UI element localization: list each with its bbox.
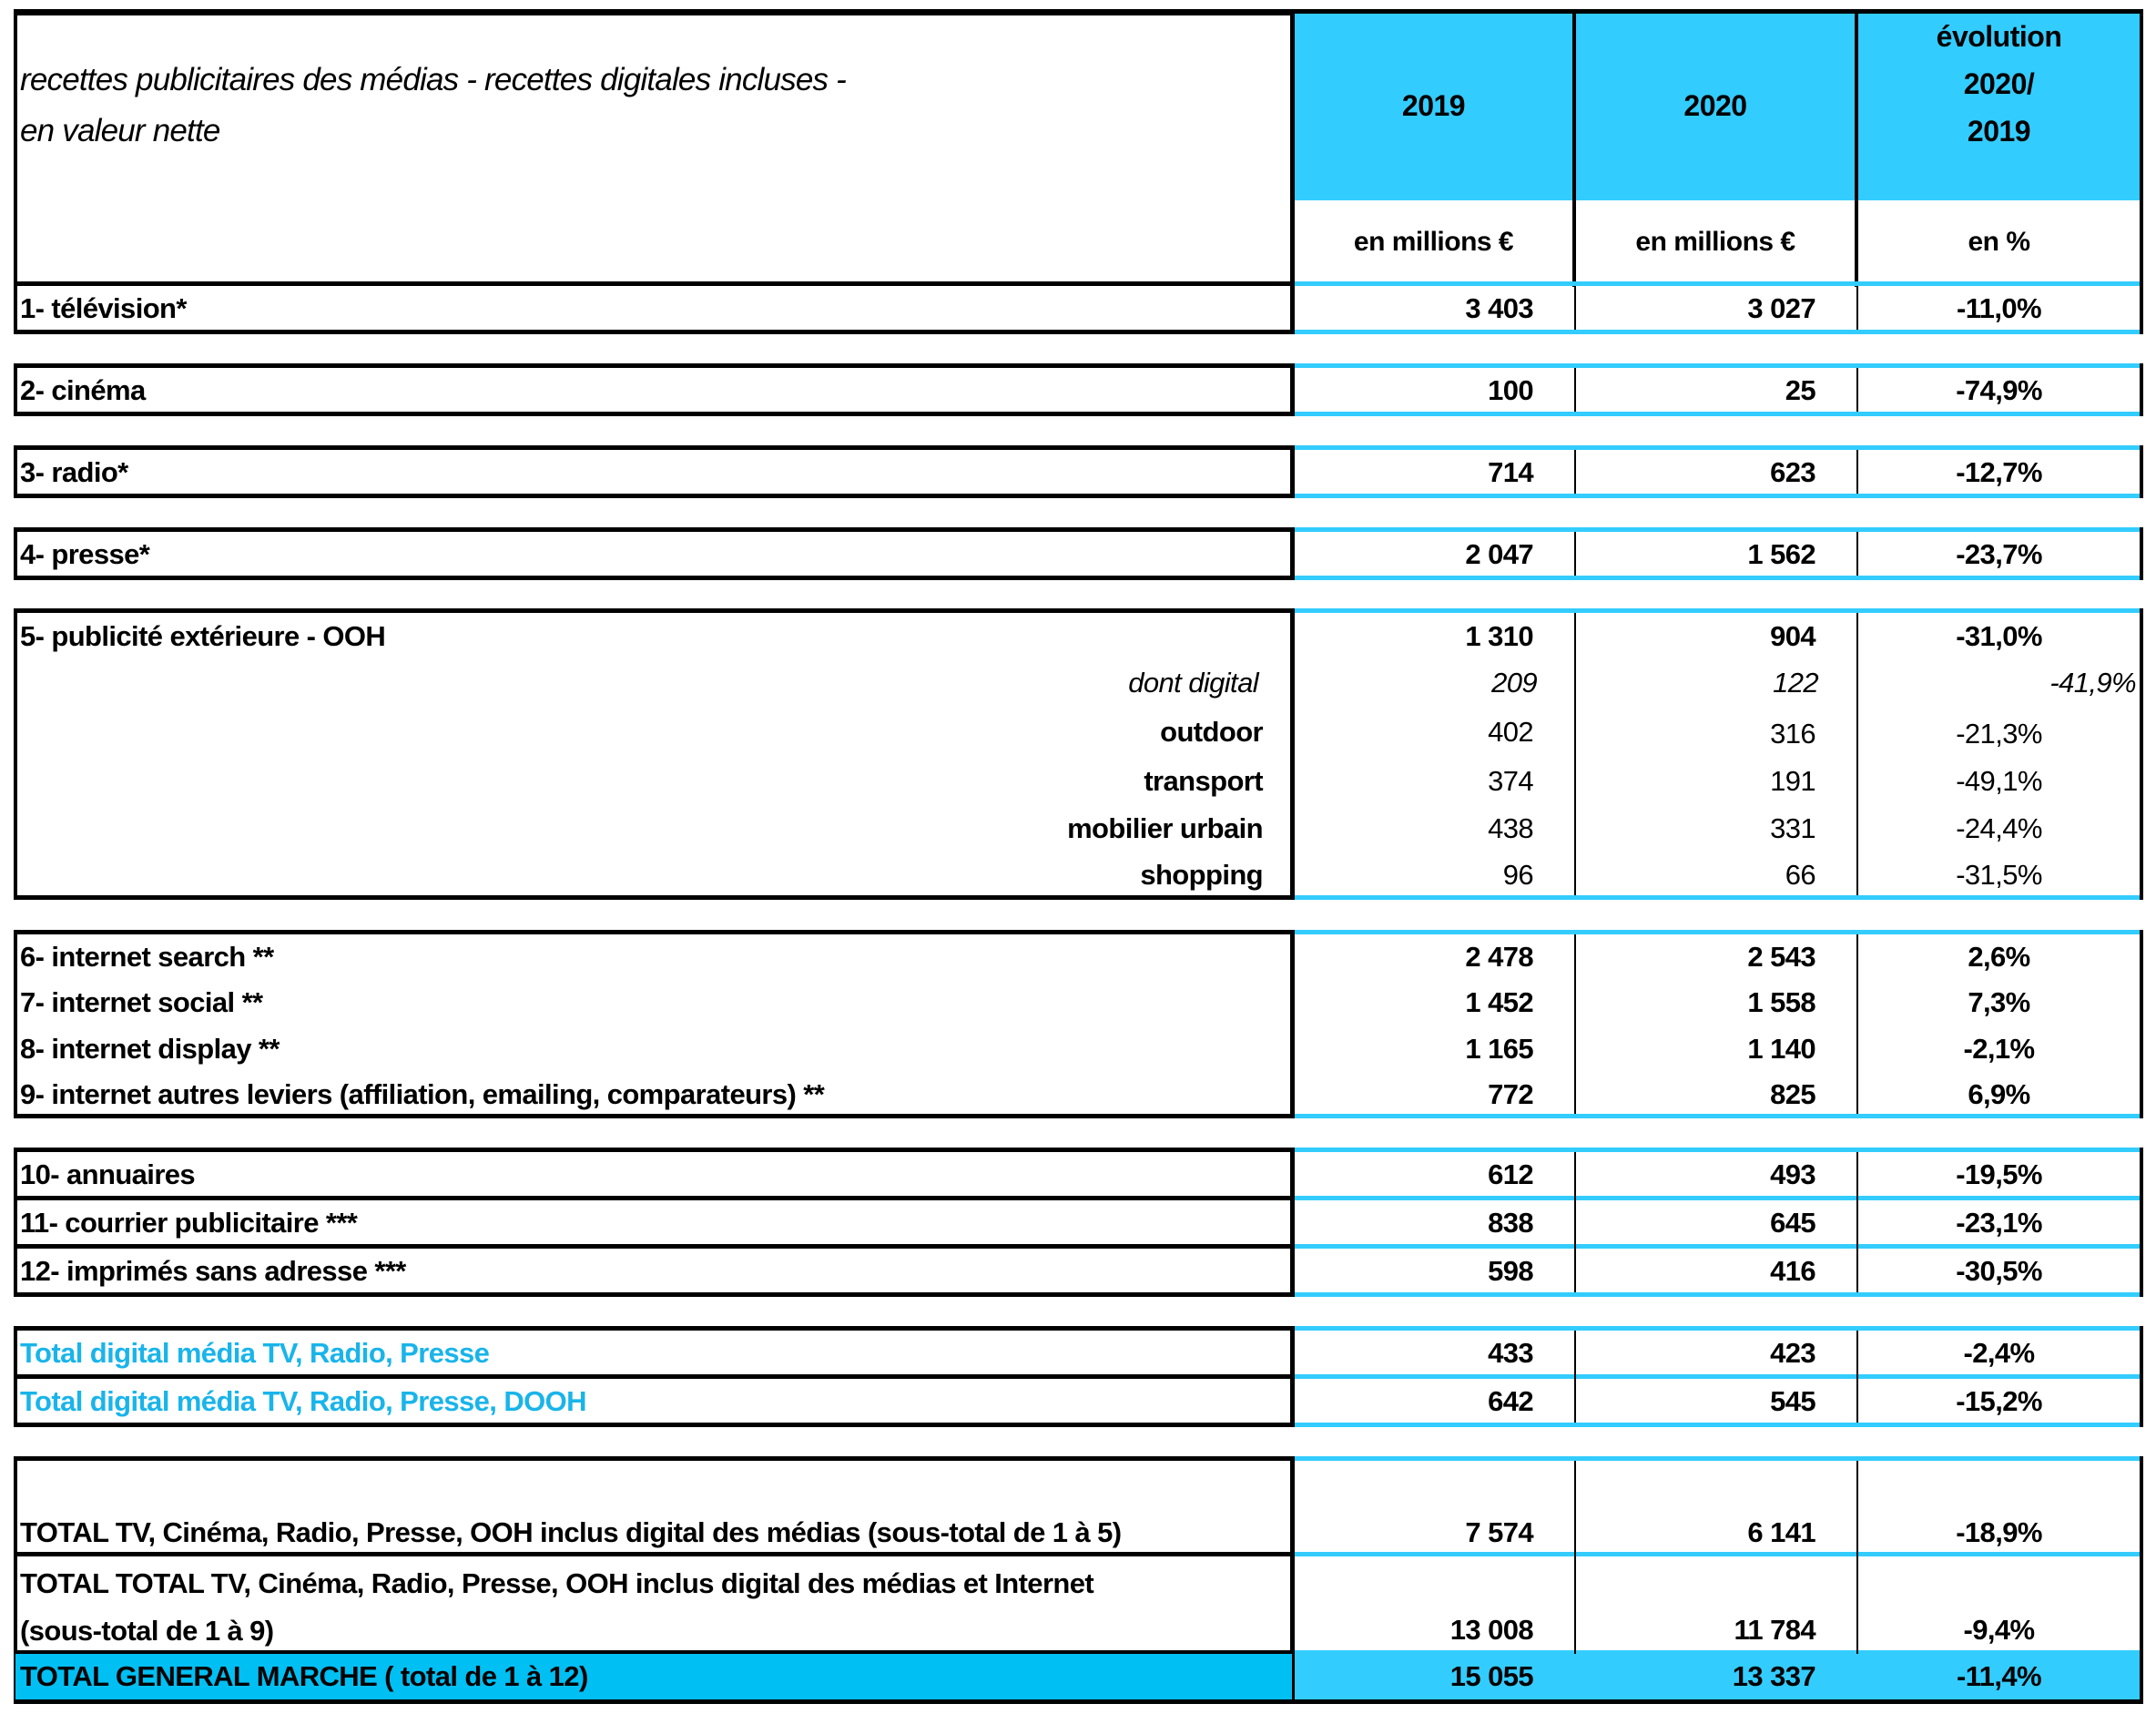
cell-2019: 374 [1488, 765, 1533, 797]
cell-2019: 7 574 [1465, 1516, 1533, 1548]
cell-2020: 316 [1770, 718, 1815, 750]
cell-2020: 423 [1770, 1336, 1815, 1369]
row-border [14, 1148, 17, 1297]
cell-evolution: -18,9% [1956, 1516, 2042, 1548]
row-border-blue [1295, 1456, 2141, 1461]
cell-evolution: 7,3% [1968, 986, 2030, 1018]
row-label-ooh-transport: transport [1144, 765, 1263, 797]
cell-evolution: -74,9% [1956, 373, 2042, 406]
cell-evolution: 2,6% [1968, 941, 2030, 973]
cell-2020: 2 543 [1747, 941, 1815, 973]
cell-2019: 612 [1488, 1158, 1533, 1190]
row-label-internet-autres: 9- internet autres leviers (affiliation, emailing, comparateurs) ** [20, 1078, 825, 1110]
row-border [14, 363, 1293, 368]
row-border [2140, 281, 2143, 334]
row-label-total-digital-2: Total digital média TV, Radio, Presse, DOOH [20, 1384, 586, 1417]
row-label-total-general: TOTAL GENERAL MARCHE ( total de 1 à 12) [20, 1660, 588, 1692]
cell-evolution: -24,4% [1956, 812, 2042, 844]
row-border [14, 576, 1295, 580]
cell-2020: 645 [1770, 1206, 1815, 1239]
row-border [2140, 1456, 2143, 1704]
row-border [2140, 445, 2143, 498]
cell-evolution: -2,1% [1963, 1033, 2035, 1065]
cell-2019: 1 452 [1465, 986, 1533, 1018]
row-border [14, 330, 1295, 334]
cell-evolution: -30,5% [1956, 1254, 2042, 1287]
header-col-2020: 2020 [1683, 89, 1747, 122]
row-border [14, 527, 1293, 532]
cell-evolution: -15,2% [1956, 1384, 2042, 1417]
row-label-radio: 3- radio* [20, 455, 128, 488]
cell-2019: 209 [1491, 667, 1537, 699]
cell-2020: 825 [1770, 1078, 1815, 1110]
cell-2019: 598 [1488, 1254, 1533, 1287]
header-title [20, 55, 846, 157]
cell-2020: 122 [1773, 667, 1818, 699]
cell-2019: 433 [1488, 1336, 1533, 1369]
row-label-courrier: 11- courrier publicitaire *** [20, 1206, 358, 1239]
cell-2020: 493 [1770, 1158, 1815, 1190]
cell-2020: 545 [1770, 1384, 1815, 1417]
row-label-internet-search: 6- internet search ** [20, 941, 274, 973]
row-label-internet-display: 8- internet display ** [20, 1033, 280, 1065]
row-label-ooh-mobilier: mobilier urbain [1067, 812, 1263, 844]
row-label-presse: 4- presse* [20, 537, 150, 570]
cell-2020: 623 [1770, 455, 1815, 488]
row-label-ooh-digital: dont digital [1128, 667, 1258, 699]
header-col-2019: 2019 [1401, 89, 1466, 122]
cell-evolution: 6,9% [1968, 1078, 2030, 1110]
cell-2020: 1 558 [1747, 986, 1815, 1018]
row-border [14, 1326, 17, 1427]
row-border [2140, 930, 2143, 1118]
cell-2019: 642 [1488, 1384, 1533, 1417]
row-border [2140, 363, 2143, 416]
cell-2020: 25 [1785, 373, 1815, 406]
cell-2020: 416 [1770, 1254, 1815, 1287]
row-border [2140, 608, 2143, 900]
cell-2019: 1 310 [1465, 620, 1533, 652]
row-border [14, 930, 17, 1118]
cell-2020: 3 027 [1747, 291, 1815, 324]
cell-2019: 438 [1488, 812, 1533, 844]
row-border [14, 445, 17, 498]
cell-evolution: -19,5% [1956, 1158, 2042, 1190]
row-border [14, 363, 17, 416]
row-label-imprimes: 12- imprimés sans adresse *** [20, 1254, 406, 1287]
cell-evolution: -49,1% [1956, 765, 2042, 797]
row-label-internet-social: 7- internet social ** [20, 986, 263, 1018]
table-bottom-border [14, 1699, 2143, 1704]
cell-evolution: -23,7% [1956, 537, 2042, 570]
cell-2020: 13 337 [1732, 1660, 1815, 1692]
cell-2020: 11 784 [1734, 1614, 1815, 1646]
cell-evolution: -2,4% [1963, 1336, 2035, 1369]
cell-2019: 714 [1488, 455, 1533, 488]
unit-2020: en millions € [1635, 227, 1795, 257]
header-top-border [14, 9, 2142, 14]
unit-2019: en millions € [1353, 227, 1514, 257]
cell-2020: 191 [1770, 765, 1815, 797]
row-label-total-digital-1: Total digital média TV, Radio, Presse [20, 1336, 490, 1369]
row-border [14, 412, 1295, 416]
row-border [14, 281, 1293, 286]
cell-evolution: -31,0% [1956, 620, 2042, 652]
row-label-cinema: 2- cinéma [20, 373, 146, 406]
cell-2020: 66 [1785, 859, 1815, 891]
cell-evolution: -9,4% [1963, 1614, 2035, 1646]
row-border [14, 1456, 1293, 1461]
cell-2019: 3 403 [1465, 291, 1533, 324]
header-col-evolution [1858, 13, 2140, 155]
row-border [14, 930, 1293, 934]
row-border [14, 1148, 1293, 1152]
row-label-television: 1- télévision* [20, 291, 187, 324]
header-right-border [2140, 9, 2143, 287]
row-border [14, 527, 17, 580]
cell-evolution: -23,1% [1956, 1206, 2042, 1239]
cell-2019: 402 [1488, 716, 1533, 748]
cell-2019: 100 [1488, 373, 1533, 406]
row-border [2140, 1326, 2143, 1427]
cell-2020: 904 [1770, 620, 1815, 652]
row-border-blue [1295, 608, 2141, 613]
cell-evolution: -11,0% [1957, 291, 2041, 324]
cell-evolution: -41,9% [2049, 667, 2136, 699]
row-label-ooh: 5- publicité extérieure - OOH [20, 620, 386, 652]
row-label-total-1-9-line1: TOTAL TOTAL TV, Cinéma, Radio, Presse, OOH inclus digital des médias et Internet [20, 1567, 1094, 1599]
unit-evolution: en % [1968, 227, 2030, 257]
cell-2019: 96 [1502, 859, 1533, 891]
row-label-ooh-outdoor: outdoor [1160, 716, 1263, 748]
header-evo-line2: 2020/ [1963, 67, 2035, 100]
header-title-line2: en valeur nette [20, 113, 220, 148]
cell-2019: 15 055 [1449, 1660, 1533, 1692]
cell-2020: 331 [1770, 812, 1815, 844]
row-border [14, 494, 1295, 498]
cell-evolution: -21,3% [1956, 718, 2042, 750]
row-label-ooh-shopping: shopping [1140, 859, 1263, 891]
header-evo-line3: 2019 [1967, 115, 2031, 148]
cell-2020: 1 562 [1747, 537, 1815, 570]
cell-2020: 1 140 [1747, 1033, 1815, 1065]
row-label-total-1-9-line2: (sous-total de 1 à 9) [20, 1615, 274, 1647]
row-border [2140, 527, 2143, 580]
row-border [14, 608, 1293, 613]
cell-2019: 1 165 [1465, 1033, 1533, 1065]
cell-evolution: -11,4% [1957, 1660, 2041, 1692]
cell-2019: 13 008 [1449, 1614, 1533, 1646]
cell-2019: 2 478 [1465, 941, 1533, 973]
cell-2019: 772 [1488, 1078, 1533, 1110]
row-border-blue [1295, 930, 2141, 934]
row-border [2140, 1148, 2143, 1297]
row-label-annuaires: 10- annuaires [20, 1158, 196, 1190]
cell-2020: 6 141 [1747, 1516, 1815, 1548]
header-title-line1: recettes publicitaires des médias - recettes digitales incluses - [20, 62, 847, 97]
row-label-total-1-5: TOTAL TV, Cinéma, Radio, Presse, OOH inclus digital des médias (sous-total de 1 à 5) [20, 1516, 1122, 1548]
row-border [14, 608, 17, 900]
row-border [14, 281, 17, 334]
cell-2019: 838 [1488, 1206, 1533, 1239]
cell-evolution: -12,7% [1956, 455, 2042, 488]
cell-evolution: -31,5% [1956, 859, 2042, 891]
cell-2019: 2 047 [1465, 537, 1533, 570]
header-evo-line1: évolution [1936, 20, 2062, 53]
row-border [14, 445, 1293, 450]
